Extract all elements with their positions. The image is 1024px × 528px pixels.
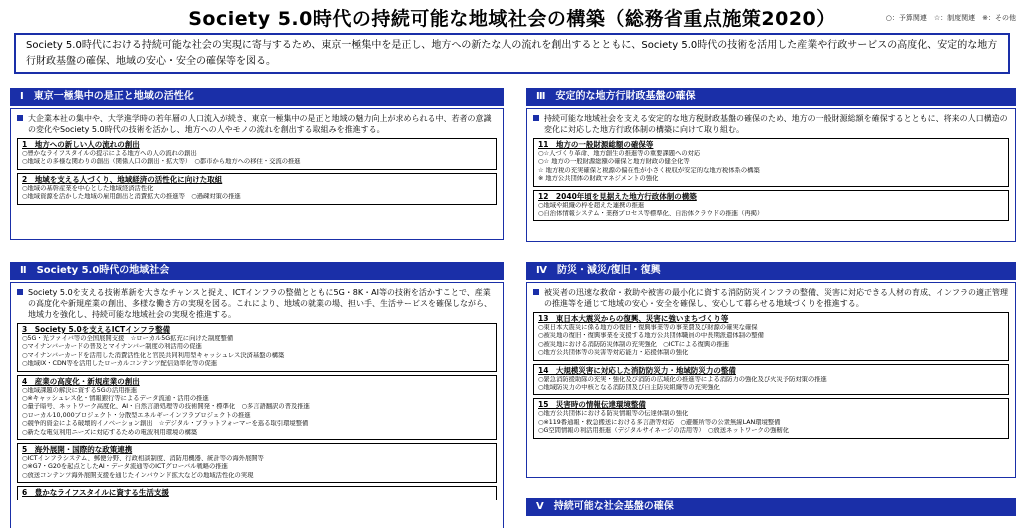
box-4: 4 産業の高度化・新規産業の創出 ○地域課題の解決に資する5Gの活用推進 ○※キャッシュレス化・情報銀行等によるデータ流通・活用の推進 ○量子暗号、ネットワーク高度化、AI・自然言語処理等の技術開発・標準化 ○多言語翻訳の普及推進 ○ローカル10,000プロジェクト・分散型エネルギーインフラプロジェクトの推進 ○競争的資金による破壊的イノベーション創出 ☆デジタル・プラットフォーマーを巡る取引環境整備 ○新たな電気利用ニーズに対応するための電波利用環境の構築	[17, 375, 497, 440]
box-14: 14 大規模災害に対応した消防防災力・地域防災力の整備 ○緊急消防援助隊の充実・強化及び消防の広域化の推進等による消防力の強化及び火災予防対策の推進 ○地域防災力の中核となる消防団及び自主防災組織等の充実強化	[533, 364, 1009, 396]
box-2: 2 地域を支える人づくり、地域経済の活性化に向けた取組 ○地域の基幹産業を中心とした地域経済活性化 ○地域資源を活かした地域の雇用創出と消費拡大の推進等 ○過疎対策の推進	[17, 173, 497, 205]
box-6: 6 豊かなライフスタイルに資する生活支援	[17, 486, 497, 500]
section-5-heading: Ⅴ 持続可能な社会基盤の確保	[526, 498, 1016, 516]
bullet-square-icon	[533, 115, 539, 121]
box-3: 3 Society 5.0を支えるICTインフラ整備 ○5G・光ファイバ等の全国展開支援 ☆ローカル5G拡充に向けた制度整備 ○マイナンバーカードの普及とマイナンバー制度の利活用の促進 ○マイナンバーカードを活用した消費活性化と官民共同利用型キャッシュレス決済基盤の構築 ○地域IX・CDN等を活用したローカルコンテンツ配信効率化等の促進	[17, 323, 497, 372]
bullet-square-icon	[17, 115, 23, 121]
box-5: 5 海外展開・国際的な政策連携 ○ICTインフラシステム、郵便分野、行政相談制度、消防用機器、統計等の海外展開等 ○※G7・G20を起点としたAI・データ流通等のICTグローバル戦略の推進 ○放送コンテンツ海外展開支援を通じたインバウンド拡大などの地域活性化の実現	[17, 443, 497, 483]
section-4-lead: 被災者の迅速な救命・救助や被害の最小化に資する消防防災インフラの整備、災害に対応できる人材の育成、インフラの適正管理の推進等を通じて地域の安心・安全を確保し、安心して暮らせる地域づくりを推進する。	[533, 287, 1009, 309]
page-title: Society 5.0時代の持続可能な地域社会の構築（総務省重点施策2020）	[188, 8, 836, 30]
bullet-square-icon	[533, 289, 539, 295]
section-1-heading: Ⅰ 東京一極集中の是正と地域の活性化	[10, 88, 504, 106]
section-2-heading: Ⅱ Society 5.0時代の地域社会	[10, 262, 504, 280]
section-4-body	[526, 282, 1016, 478]
intro-box: Society 5.0時代における持続可能な社会の実現に寄与するため、東京一極集中を是正し、地方への新たな人の流れを創出するとともに、Society 5.0時代の技術を活用した産業や行政サービスの高度化、安定的な地方行財政基盤の確保、地域の安心・安全の確保等を図る。	[14, 33, 1010, 74]
box-15: 15 災害時の情報伝達環境整備 ○地方公共団体における防災情報等の伝達体制の強化 ○※119番通報・救急搬送における多言語等対応 ○避難所等の公衆無線LAN環境整備 ○G空間情報の利活用推進（デジタルサイネージの活用等） ○放送ネットワークの強靭化	[533, 398, 1009, 438]
section-1-lead: 大企業本社の集中や、大学進学時の若年層の人口流入が続き、東京一極集中の是正と地域の魅力向上が求められる中、若者の意識の変化やSociety 5.0時代の技術を活かし、地方への人やモノの流れを創出する取組みを推進する。	[17, 113, 497, 135]
section-3-lead: 持続可能な地域社会を支える安定的な地方税財政基盤の確保のため、地方の一般財源総額を確保するとともに、将来の人口構造の変化に対応した地方行政体制の構築に向けて取り組む。	[533, 113, 1009, 135]
legend: ○：予算関連 ☆：制度関連 ※：その他	[885, 14, 1016, 22]
box-1: 1 地方への新しい人の流れの創出 ○豊かなライフスタイルの提示による地方への人の流れの創出 ○地域との多様な関わりの創出（関係人口の創出・拡大等） ○都市から地方への移住・交流の推進	[17, 138, 497, 170]
box-11: 11 地方の一般財源総額の確保等 ○☆人づくり革命、地方創生の推進等の重要課題への対応 ○☆ 地方の一般財源総額の確保と地方財政の健全化等 ☆ 地方税の充実確保と税源の偏在性が小さく税収が安定的な地方税体系の構築 ※ 地方公共団体の財政マネジメントの強化	[533, 138, 1009, 187]
section-2-lead: Society 5.0を支える技術革新を大きなチャンスと捉え、ICTインフラの整備とともに5G・8K・AI等の技術を活かすことで、産業の高度化や新規産業の創出、多様な働き方の実現を図る。これにより、地域の就業の場、担い手、生活サービスを確保しながら、地域力を強化し、持続可能な地域社会の実現を推進する。	[17, 287, 497, 320]
section-2-body	[10, 282, 504, 528]
section-1-body	[10, 108, 504, 240]
box-13: 13 東日本大震災からの復興、災害に強いまちづくり等 ○東日本大震災に係る地方の復旧・復興事業等の事業費及び財源の確実な確保 ○被災地の復旧・復興事業を支援する地方公共団体職員の中長期派遣体制の整備 ○被災地における消防防災体制の充実強化 ○ICTによる復興の推進 ○地方公共団体等の災害等対応能力・応援体制の強化	[533, 312, 1009, 361]
section-3-heading: Ⅲ 安定的な地方行財政基盤の確保	[526, 88, 1016, 106]
section-3-body	[526, 108, 1016, 242]
bullet-square-icon	[17, 289, 23, 295]
box-12: 12 2040年頃を見据えた地方行政体制の構築 ○地域や組織の枠を超えた連携の推進 ○自治体情報システム・業務プロセス等標準化、自治体クラウドの推進（再掲）	[533, 190, 1009, 222]
section-4-heading: Ⅳ 防災・減災/復旧・復興	[526, 262, 1016, 280]
